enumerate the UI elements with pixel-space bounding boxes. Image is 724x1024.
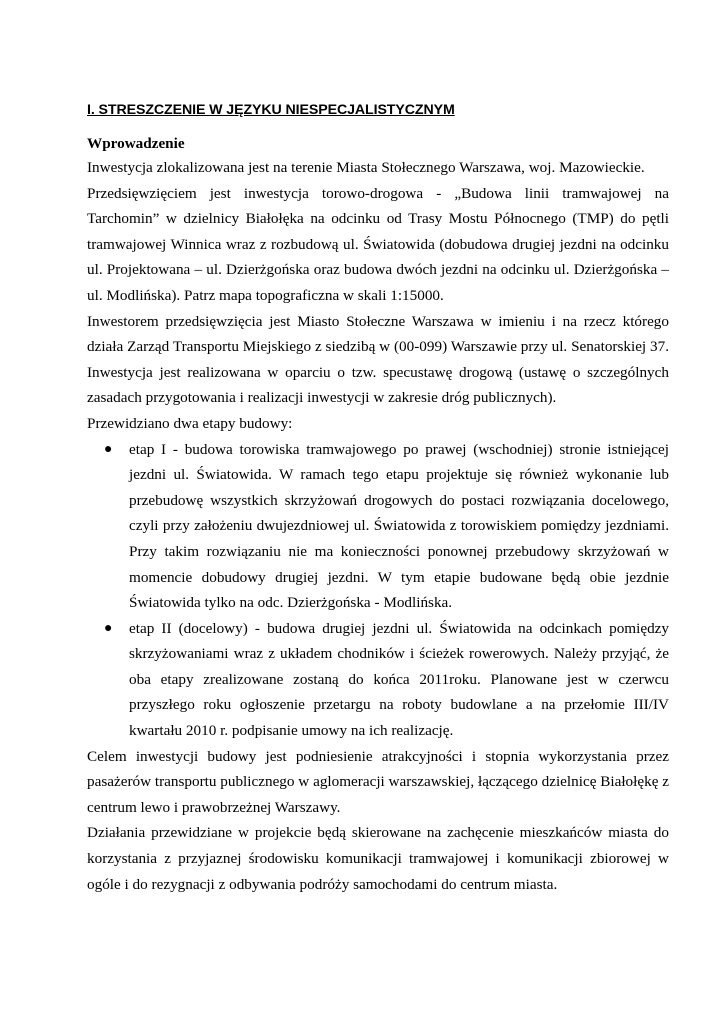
bullet-icon: ● bbox=[104, 620, 113, 636]
paragraph: Działania przewidziane w projekcie będą skierowane na zachęcenie mieszkańców miasta do korzystania z przyjaznej środowisku komunikacji tramwajowej i komunikacji zbiorowej w ogóle i do rezygnacji z odbywania podróży samochodami do centrum miasta. bbox=[87, 824, 669, 893]
paragraph: Inwestycja zlokalizowana jest na terenie Miasta Stołecznego Warszawa, woj. Mazowieckie. bbox=[87, 159, 645, 176]
paragraph: Przedsięwzięciem jest inwestycja torowo-drogowa - „Budowa linii tramwajowej na Tarchomin” w dzielnicy Białołęka na odcinku od Trasy Mostu Północnego (TMP) do pętli tramwajowej Winnica wraz z rozbudową ul. Światowida (dobudowa drugiej jezdni na odcinku ul. Projektowana – ul. Dzierżgońska oraz budowa dwóch jezdni na odcinku ul. Dzierżgońska – ul. Modlińska). Patrz mapa topograficzna w skali 1:15000. bbox=[87, 184, 669, 304]
paragraph: Celem inwestycji budowy jest podniesienie atrakcyjności i stopnia wykorzystania przez pasażerów transportu publicznego w aglomeracji warszawskiej, łączącego dzielnicę Białołękę z centrum lewo i prawobrzeżnej Warszawy. bbox=[87, 747, 669, 816]
paragraph: Przewidziano dwa etapy budowy: bbox=[87, 414, 293, 432]
paragraph: Inwestorem przedsięwzięcia jest Miasto Stołeczne Warszawa w imieniu i na rzecz którego działa Zarząd Transportu Miejskiego z siedzibą w (00-099) Warszawie przy ul. Senatorskiej 37. Inwestycja jest realizowana w oparciu o tzw. specustawę drogową (ustawę o szczególnych zasadach przygotowania i realizacji inwestycji w zakresie dróg publicznych). bbox=[87, 312, 669, 407]
list-item-text: etap I - budowa torowiska tramwajowego po prawej (wschodniej) stronie istniejącej jezdni ul. Światowida. W ramach tego etapu projektuje się również wykonanie lub przebudowę wszystkich skrzyżowań drogowych do postaci rozwiązania docelowego, czyli przy założeniu dwujezdniowej ul. Światowida z torowiskiem pomiędzy jezdniami. Przy takim rozwiązaniu nie ma konieczności ponownej przebudowy skrzyżowań w momencie dobudowy drugiej jezdni. W tym etapie budowane będą obie jezdnie Światowida tylko na odc. Dzierżgońska - Modlińska. bbox=[129, 440, 669, 612]
bullet-icon: ● bbox=[104, 441, 113, 457]
list-item-text: etap II (docelowy) - budowa drugiej jezdni ul. Światowida na odcinkach pomiędzy skrzyżowaniami wraz z układem chodników i ścieżek rowerowych. Należy przyjąć, że oba etapy zrealizowane zostaną do końca 2011roku. Planowane jest w czerwcu przyszłego roku ogłoszenie przetargu na roboty budowlane a na przełomie III/IV kwartału 2010 r. podpisanie umowy na ich realizację. bbox=[129, 619, 669, 740]
section-heading: I. STRESZCZENIE W JĘZYKU NIESPECJALISTYCZNYM bbox=[87, 102, 455, 118]
document-body bbox=[87, 133, 669, 897]
list-item bbox=[87, 616, 669, 744]
subheading: Wprowadzenie bbox=[87, 135, 185, 152]
stages-list bbox=[87, 437, 669, 744]
list-item bbox=[87, 437, 669, 616]
